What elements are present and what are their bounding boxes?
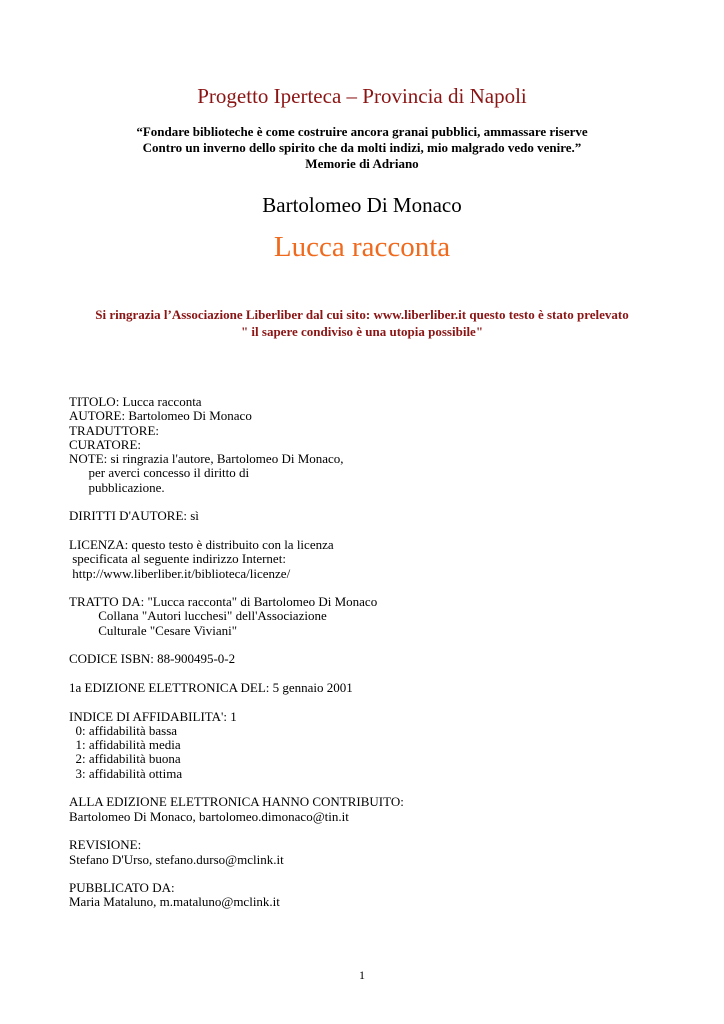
epigraph-quote [0,124,724,172]
metadata-line: DIRITTI D'AUTORE: sì [69,508,199,524]
metadata-line: TRATTO DA: "Lucca racconta" di Bartolomeo Di Monaco [69,594,378,610]
metadata-line: AUTORE: Bartolomeo Di Monaco [69,408,252,424]
metadata-line: 3: affidabilità ottima [69,765,183,781]
metadata-line: CURATORE: [69,436,141,452]
metadata-line [69,695,629,709]
metadata-line: 2: affidabilità buona [69,751,181,767]
metadata-line: ALLA EDIZIONE ELETTRONICA HANNO CONTRIBUITO: [69,794,404,810]
metadata-line [69,867,629,881]
project-title: Progetto Iperteca – Provincia di Napoli [197,84,527,108]
metadata-line: Maria Mataluno, m.mataluno@mclink.it [69,894,280,910]
metadata-line: 0: affidabilità bassa [69,722,178,738]
book-author: Bartolomeo Di Monaco [262,193,462,217]
metadata-line [69,495,629,509]
metadata-line: TITOLO: Lucca racconta [69,394,202,409]
acknowledgement-line: Si ringrazia l’Associazione Liberliber dal cui sito: www.liberliber.it questo testo è stato prelevato [95,307,629,322]
acknowledgement [0,306,724,340]
metadata-line: 1a EDIZIONE ELETTRONICA DEL: 5 gennaio 2001 [69,679,353,695]
book-title: Lucca racconta [273,231,451,263]
metadata-line: Bartolomeo Di Monaco, bartolomeo.dimonaco@tin.it [69,808,349,824]
metadata-line: PUBBLICATO DA: [69,880,175,896]
metadata-line: NOTE: si ringrazia l'autore, Bartolomeo Di Monaco, [69,451,344,467]
metadata-line: LICENZA: questo testo è distribuito con la licenza [69,536,334,552]
metadata-line: 1: affidabilità media [69,737,181,753]
quote-line: “Fondare biblioteche è come costruire ancora granai pubblici, ammassare riserve [136,124,588,139]
metadata-line [69,781,629,795]
metadata-line: Stefano D'Urso, stefano.durso@mclink.it [69,851,284,867]
metadata-line: http://www.liberliber.it/biblioteca/licenze/ [69,565,291,581]
metadata-line [69,524,629,538]
quote-line: Contro un inverno dello spirito che da molti indizi, mio malgrado vedo venire.” [142,140,582,155]
metadata-line: REVISIONE: [69,837,142,853]
metadata-line: Culturale "Cesare Viviani" [69,622,238,638]
metadata-line: CODICE ISBN: 88-900495-0-2 [69,651,236,667]
metadata-line: specificata al seguente indirizzo Internet: [69,551,286,567]
metadata-line: Collana "Autori lucchesi" dell'Associazione [69,608,327,624]
metadata-line [69,667,629,681]
page-number: 1 [359,968,365,982]
metadata-line [69,581,629,595]
metadata-line [69,824,629,838]
motto-line: " il sapere condiviso è una utopia possibile" [240,324,484,339]
metadata-line: INDICE DI AFFIDABILITA': 1 [69,708,237,724]
metadata-line: pubblicazione. [69,479,165,495]
metadata-line [69,638,629,652]
metadata-line: per averci concesso il diritto di [69,465,250,481]
metadata-line: TRADUTTORE: [69,422,160,438]
quote-source: Memorie di Adriano [305,156,419,171]
metadata-block [69,395,629,910]
